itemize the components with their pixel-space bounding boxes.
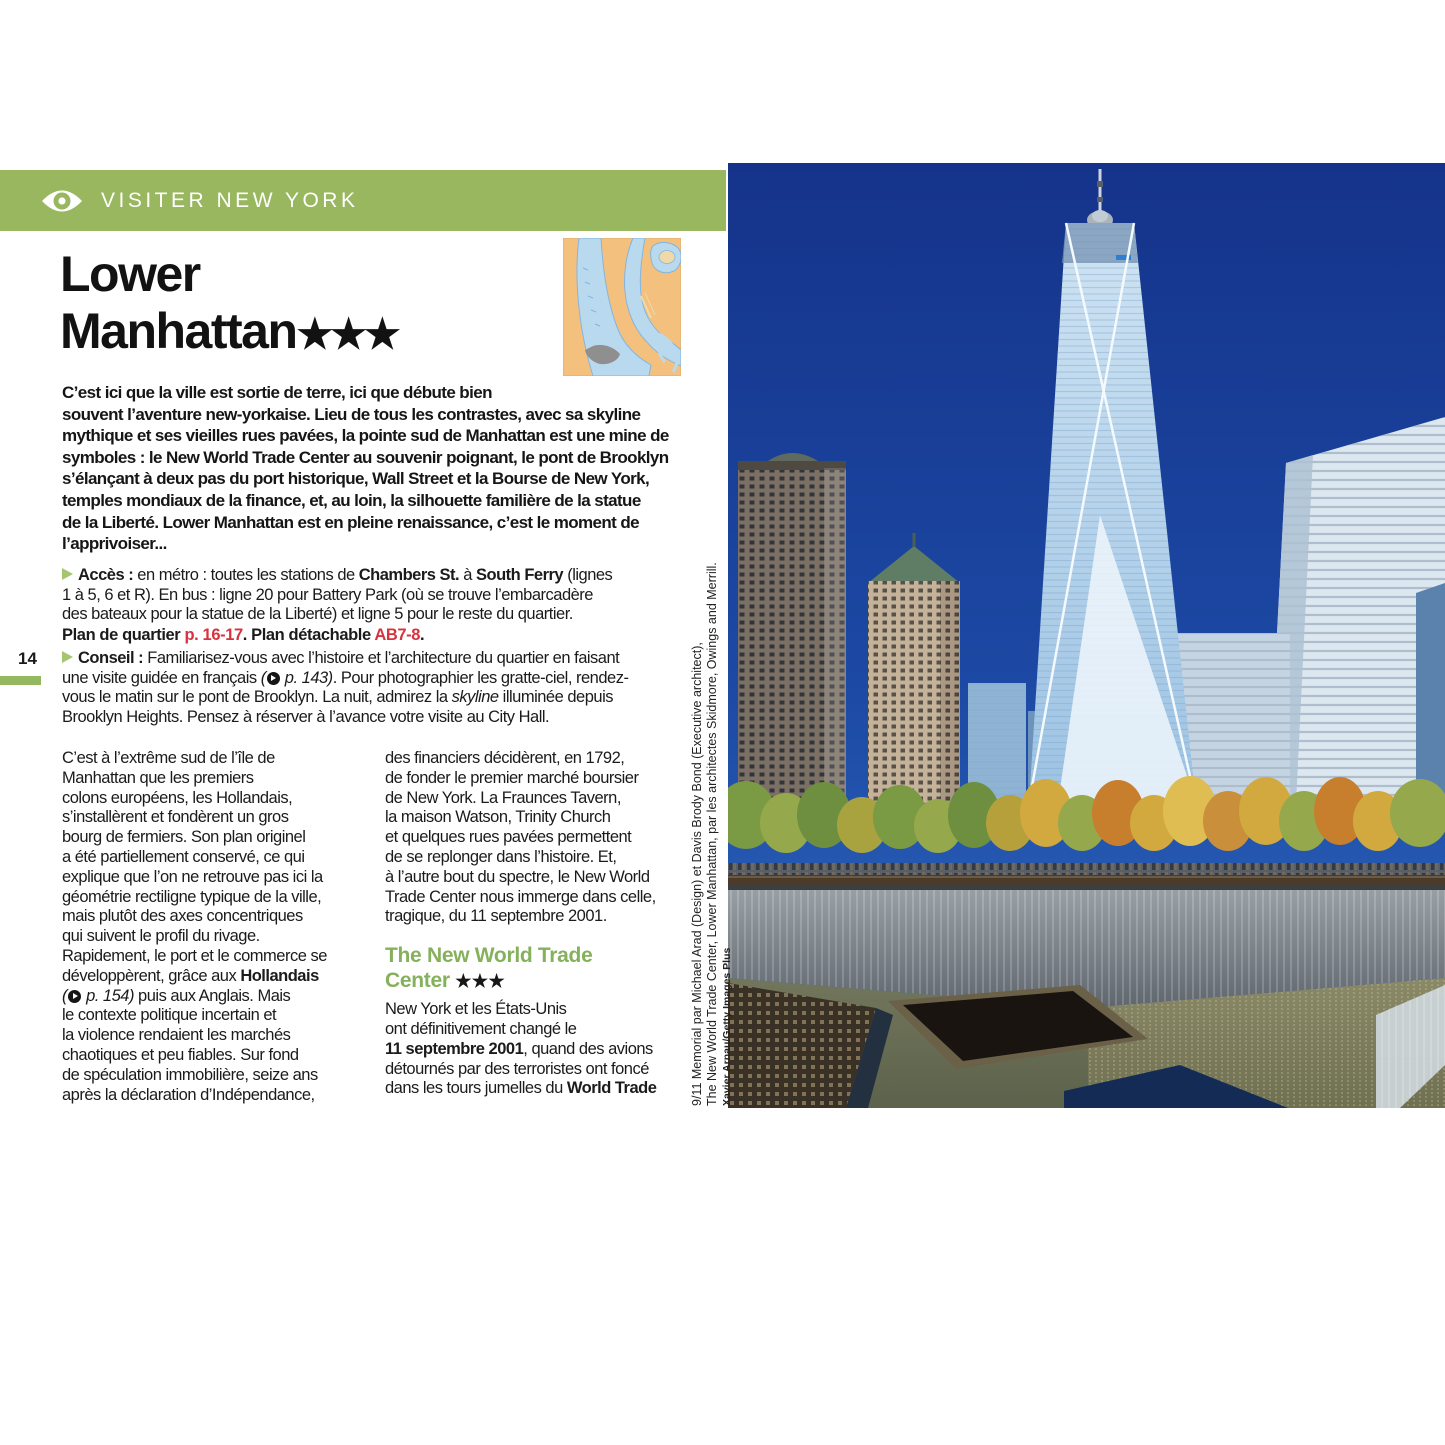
title-stars: ★★★	[296, 311, 398, 357]
caption-line1: 9/11 Memorial par Michael Arad (Design) et Davis Brody Bond (Executive architect),	[690, 642, 704, 1106]
caption-line2: The New World Trade Center, Lower Manhattan, par les architectes Skidmore, Owings and Merrill.	[704, 562, 719, 1106]
plan-line: Plan de quartier p. 16-17. Plan détachable AB7-8.	[62, 626, 425, 644]
district-map-thumbnail	[563, 238, 681, 376]
access-paragraph: Accès : en métro : toutes les stations de Chambers St. à South Ferry (lignes 1 à 5, 6 et R). En bus : ligne 20 pour Battery Park (où se trouve l’embarcadère des bateaux pour la statue de la Liberté) et ligne 5 pour le reste du quartier.	[62, 566, 613, 624]
arrow-marker-icon	[62, 568, 73, 580]
page-number: 14	[18, 649, 37, 668]
intro-paragraph: C’est ici que la ville est sortie de terre, ici que débute bien souvent l’aventure new-yorkaise. Lieu de tous les contrastes, avec sa skyline mythique et ses vieilles rues pavées, la pointe sud de Manhattan est une mine de symboles : le New World Trade Center au souvenir poignant, le pont de Brooklyn s’élançant à deux pas du port historique, Wall Street et la Bourse de New York, temples mondiaux de la finance, et, au loin, la silhouette familière de la statue de la Liberté. Lower Manhattan est en pleine renaissance, c’est le moment de l’apprivoiser...	[62, 383, 669, 554]
cross-reference-icon	[68, 990, 81, 1003]
photo-9-11-memorial	[728, 163, 1445, 1108]
section-band-label: VISITER NEW YORK	[101, 188, 359, 212]
page-number-bar	[0, 676, 41, 685]
section-heading-nwtc: The New World Trade Center ★★★	[385, 944, 593, 992]
body-column-left: C’est à l’extrême sud de l’île de Manhattan que les premiers colons européens, les Hollandais, s’installèrent et fondèrent un gros bourg de fermiers. Son plan originel a été partiellement conservé, ce qui explique que l’on ne retrouve pas ici la géométrie rectiligne typique de la ville, mais plutôt des axes concentriques qui suivent le profil du rivage. Rapidement, le port et le commerce se développèrent, grâce aux Hollandais ( p. 154) puis aux Anglais. Mais le contexte politique incertain et la violence rendaient les marchés chaotiques et peu fiables. Sur fond de spéculation immobilière, seize ans après la déclaration d’Indépendance,	[62, 749, 327, 1104]
body-column-right	[385, 749, 705, 1099]
title-line2: Manhattan	[60, 303, 297, 359]
body-right-para1: des financiers décidèrent, en 1792, de fonder le premier marché boursier de New York. La Fraunces Tavern, la maison Watson, Trinity Church et quelques rues pavées permettent de se replonger dans l’histoire. Et, à l’autre bout du spectre, le New World Trade Center nous immerge dans celle, tragique, du 11 septembre 2001.	[385, 749, 656, 926]
photo-caption	[690, 176, 735, 1106]
section-band	[0, 170, 726, 231]
title-line1: Lower	[60, 246, 200, 302]
photo-credit: Xavier Arnau/Getty Images Plus	[721, 947, 733, 1106]
cross-reference-icon	[267, 672, 280, 685]
arrow-marker-icon	[62, 651, 73, 663]
conseil-paragraph: Conseil : Familiarisez-vous avec l’histoire et l’architecture du quartier en faisant une visite guidée en français ( p. 143). Pour photographier les gratte-ciel, rendez- vous le matin sur le pont de Brooklyn. La nuit, admirez la skyline illuminée depuis Brooklyn Heights. Pensez à réserver à l’avance votre visite au City Hall.	[62, 649, 629, 726]
body-right-para2: New York et les États-Unis ont définitivement changé le 11 septembre 2001, quand des avions détournés par des terroristes ont foncé dans les tours jumelles du World Trade	[385, 1000, 657, 1098]
page-title	[60, 246, 398, 363]
eye-icon	[40, 187, 84, 215]
